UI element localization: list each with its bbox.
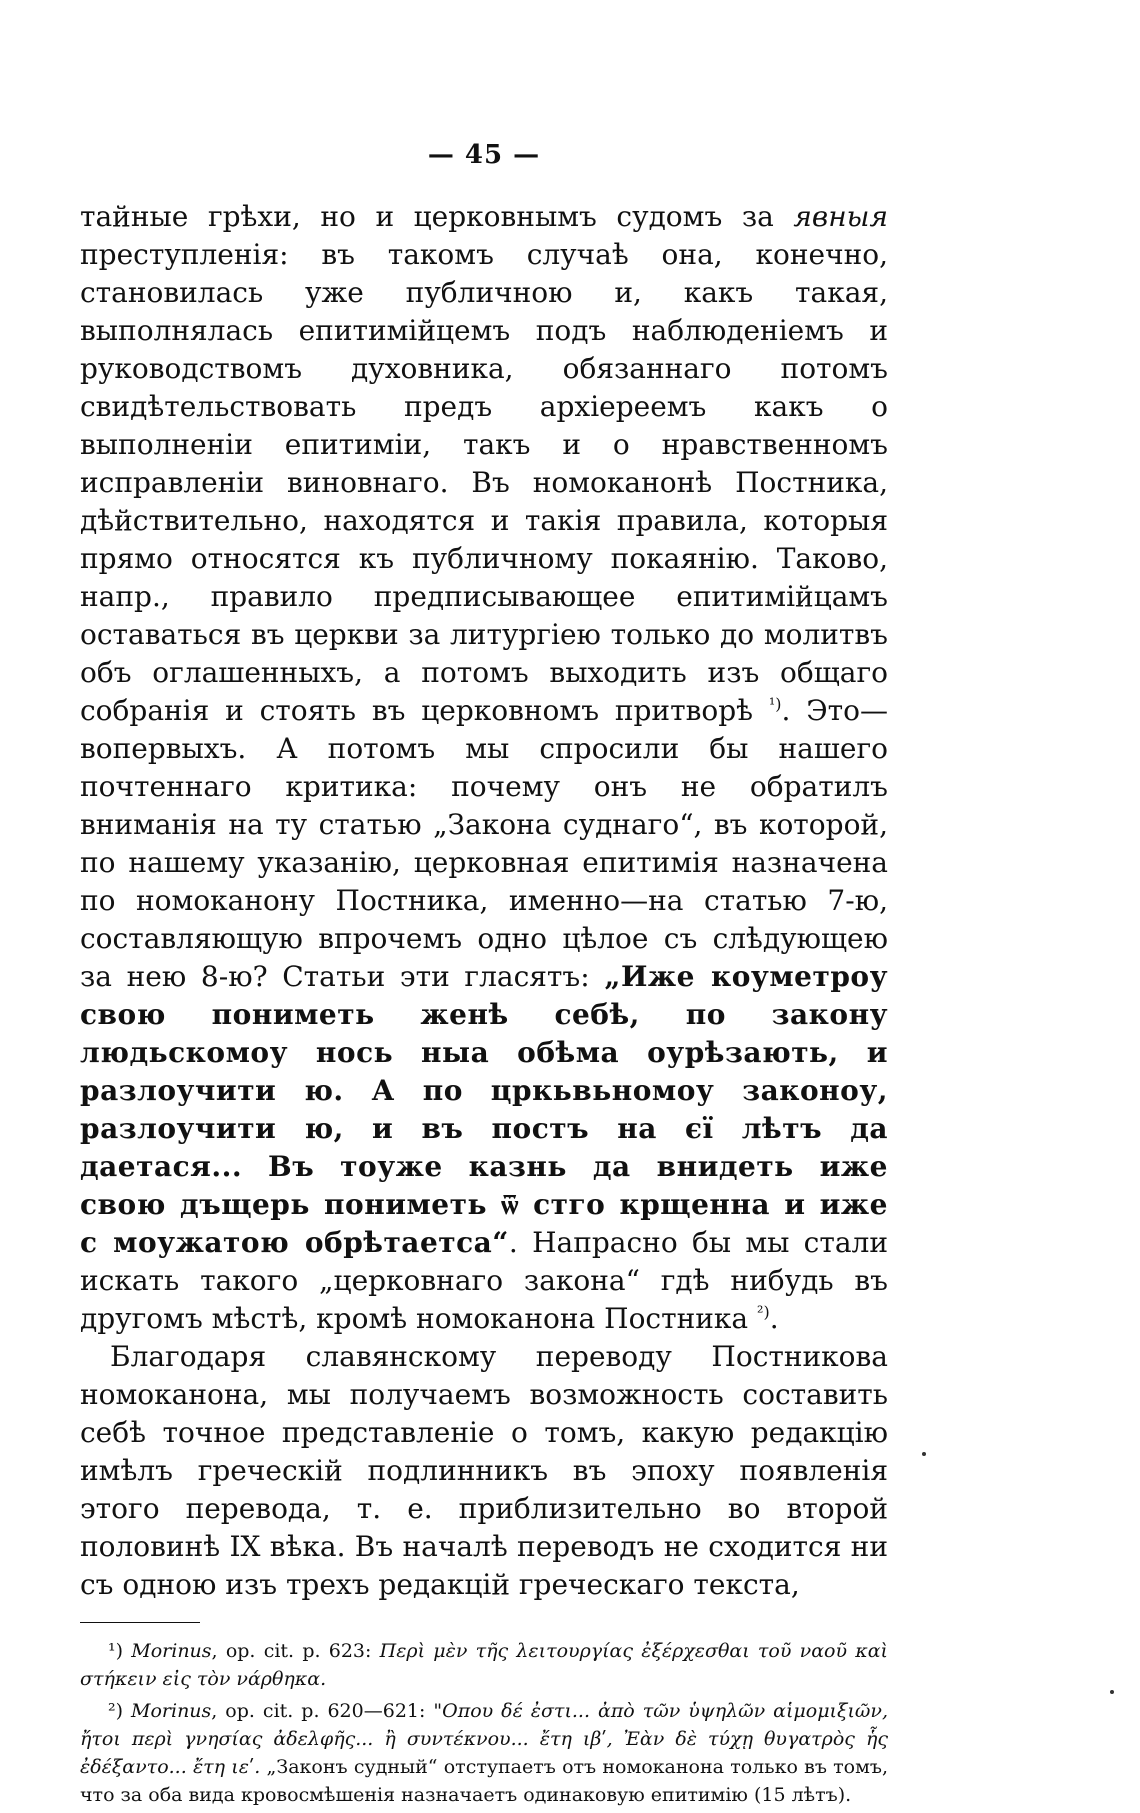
footnotes [80,1637,888,1809]
main-text [80,198,888,1604]
print-speck [922,1452,926,1456]
book-page [80,140,888,1813]
footnote-1-greek: Περὶ μὲν τῆς λειτουργίας ἐξέρχεσθαι τοῦ ναοῦ καὶ στήκειν εἰς τὸν νάρθηκα. [80,1640,888,1690]
footnote-ref-2: ²) [757,1302,770,1322]
footnote-2-greek: "Οπου δέ ἐστι... ἀπὸ τῶν ὑψηλῶν αἱμομιξιῶν, ἤτοι περὶ γνησίας ἀδελφῆς... ἢ συντέκνου... ἔτη ιβʹ, Ἐὰν δὲ τύχῃ θυγατρὸς ἧς ἐδέξαντο... ἔτη ιεʹ. [80,1700,889,1778]
footnote-1-marker: ¹) [108,1640,124,1662]
footnote-divider [80,1622,200,1623]
page-number: — 45 — [427,140,541,170]
paragraph-1-part-a: тайные грѣхи, но и церковнымъ судомъ за [80,200,794,233]
footnote-1-author: Morinus [131,1640,212,1662]
paragraph-1-part-c: . Это—вопервыхъ. А потомъ мы спросили бы нашего почтеннаго критика: почему онъ не обратилъ вниманія на ту статью „Закона суднаго“, въ которой, по нашему указанію, церковная епитимія назначена по номоканону Постника, именно—на статью 7-ю, составляющую впрочемъ одно цѣлое съ слѣдующею за нею 8-ю? Статьи эти гласятъ: [80,694,888,993]
footnote-2 [80,1697,888,1809]
footnote-2-tail: „Законъ судный“ отступаетъ отъ номоканона только въ томъ, что за оба вида кровосмѣшенія назначаетъ одинаковую епитимію (15 лѣтъ). [80,1756,888,1806]
paragraph-1-part-d: . Напрасно бы мы стали искать такого „церковнаго закона“ гдѣ нибудь въ другомъ мѣстѣ, кромѣ номоканона Постника [80,1226,888,1335]
print-speck [1110,1690,1114,1694]
footnote-2-ref: , op. cit. p. 620—621: [211,1700,434,1722]
footnote-1 [80,1637,888,1693]
emphasis-word: явныя [793,200,888,233]
footnote-ref-1: ¹) [768,694,782,714]
footnote-2-author: Morinus [131,1700,212,1722]
church-slavonic-quote: „Иже коуметроу свою пониметь женѣ себѣ, по закону людьскомоу нось ныа обѣма оурѣзають, и разлоучити ю. А по цркьвьномоу законоу, разлоучити ю, и въ постъ на єї лѣтъ да даетася... Въ тоуже казнь да внидеть иже свою дъщерь пониметь ѿ стго крщенна и иже с моужатою обрѣтаетса“ [80,960,888,1259]
paragraph-1-part-e: . [769,1302,779,1335]
paragraph-2: Благодаря славянскому переводу Постникова номоканона, мы получаемъ возможность составить себѣ точное представленіе о томъ, какую редакцію имѣлъ греческій подлинникъ въ эпоху появленія этого перевода, т. е. приблизительно во второй половинѣ IX вѣка. Въ началѣ переводъ не сходится ни съ одною изъ трехъ редакцій греческаго текста, [80,1340,888,1601]
footnote-1-ref: , op. cit. p. 623: [211,1640,380,1662]
paragraph-1-part-b: преступленія: въ такомъ случаѣ она, конечно, становилась уже публичною и, какъ такая, выполнялась епитимійцемъ подъ наблюденіемъ и руководствомъ духовника, обязаннаго потомъ свидѣтельствовать предъ архіереемъ какъ о выполненіи епитиміи, такъ и о нравственномъ исправленіи виновнаго. Въ номоканонѣ Постника, дѣйствительно, находятся и такія правила, которыя прямо относятся къ публичному покаянію. Таково, напр., правило предписывающее епитимійцамъ оставаться въ церкви за литургіею только до молитвъ объ оглашенныхъ, а потомъ выходить изъ общаго собранія и стоять въ церковномъ притворѣ [80,238,888,727]
paragraph-1 [80,198,888,1338]
footnote-2-marker: ²) [108,1700,124,1722]
